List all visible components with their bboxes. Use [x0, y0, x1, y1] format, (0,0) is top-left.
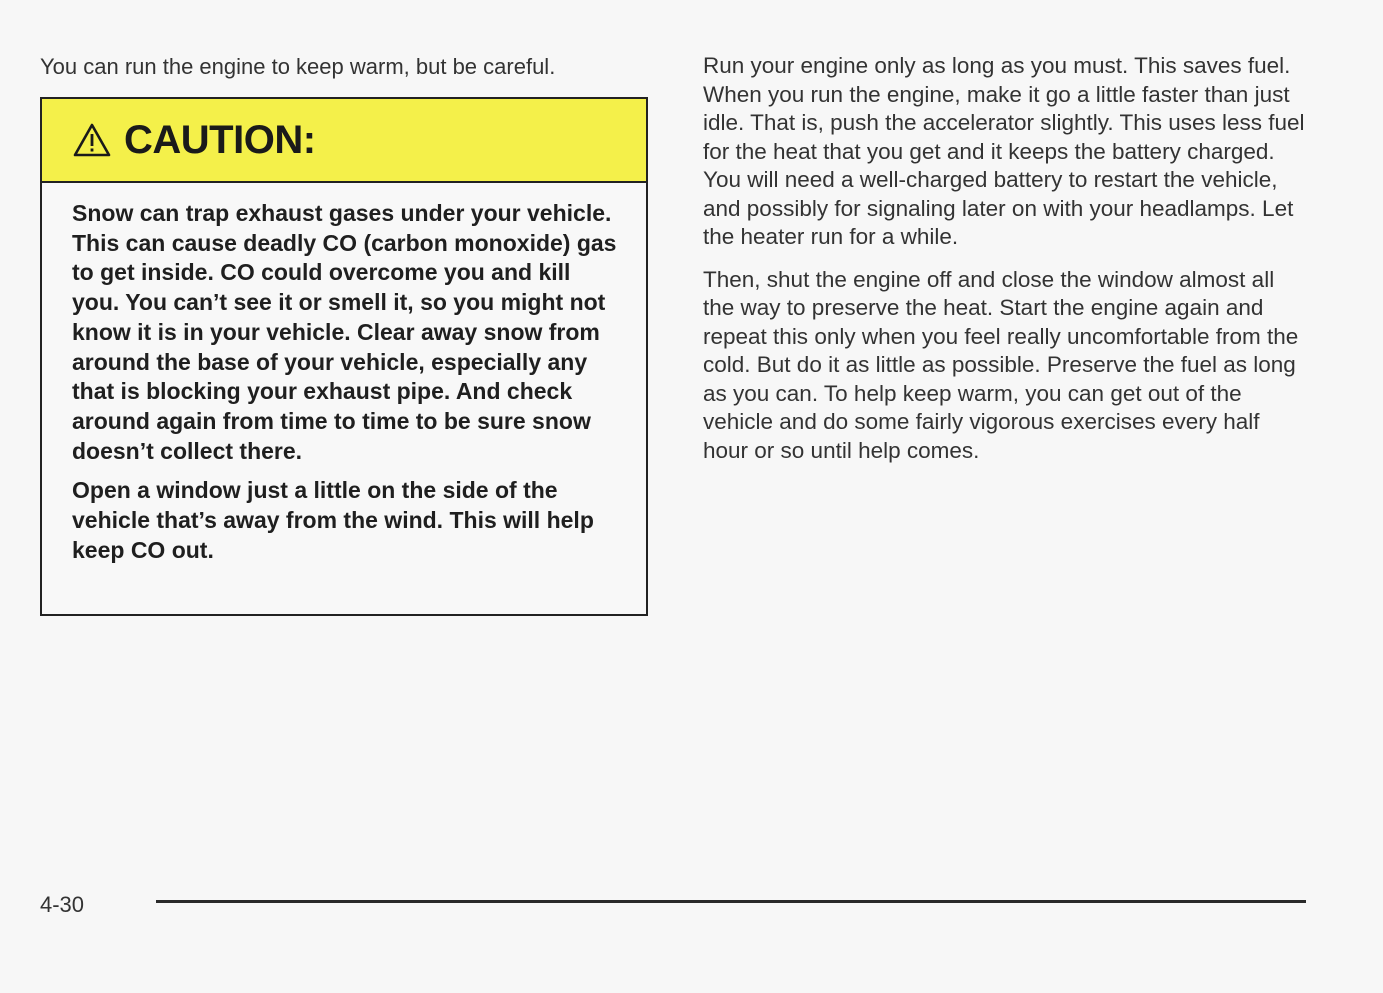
intro-text: You can run the engine to keep warm, but be careful.	[40, 54, 556, 79]
page-number: 4-30	[40, 892, 85, 917]
footer-rule	[156, 900, 1306, 903]
body-paragraph-2: Then, shut the engine off and close the window almost all the way to preserve the heat. Start the engine again and repeat this only when you feel really uncomfortable from the cold. But do it as little as possible. Preserve the fuel as long as you can. To help keep warm, you can get out of the vehicle and do some fairly vigorous exercises every half hour or so until help comes.	[703, 266, 1299, 463]
warning-triangle-icon	[72, 122, 112, 158]
caution-box	[40, 97, 648, 616]
caution-title: CAUTION:	[124, 117, 316, 162]
caution-body	[42, 183, 646, 565]
caution-header	[42, 99, 646, 183]
right-column	[703, 52, 1309, 479]
body-paragraph-1: Run your engine only as long as you must. This saves fuel. When you run the engine, make it go a little faster than just idle. That is, push the accelerator slightly. This uses less fuel for the heat that you get and it keeps the battery charged. You will need a well-charged battery to restart the vehicle, and possibly for signaling later on with your headlamps. Let the heater run for a while.	[703, 53, 1305, 249]
caution-paragraph-1: Snow can trap exhaust gases under your vehicle. This can cause deadly CO (carbon monoxide) gas to get inside. CO could overcome you and kill you. You can’t see it or smell it, so you might not know it is in your vehicle. Clear away snow from around the base of your vehicle, especially any that is blocking your exhaust pipe. And check around again from time to time to be sure snow doesn’t collect there.	[72, 200, 617, 464]
caution-paragraph-2: Open a window just a little on the side of the vehicle that’s away from the wind. This will help keep CO out.	[72, 477, 594, 563]
